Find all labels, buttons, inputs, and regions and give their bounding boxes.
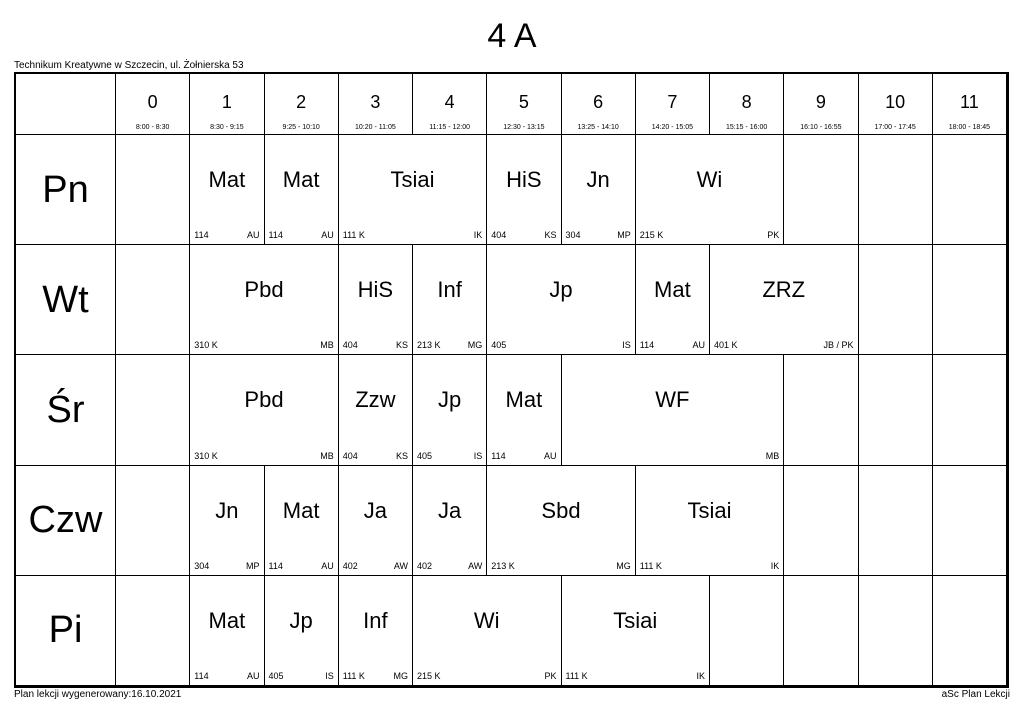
lesson-subject: Jp bbox=[289, 607, 313, 633]
day-header bbox=[16, 135, 116, 245]
lesson-subject: Mat bbox=[282, 167, 320, 192]
period-header bbox=[636, 74, 710, 135]
day-header bbox=[16, 466, 116, 576]
empty-slot bbox=[933, 135, 1007, 245]
day-name: Pi bbox=[48, 609, 83, 652]
day-header bbox=[16, 355, 116, 465]
lesson-teacher: MG bbox=[467, 340, 483, 351]
period-header bbox=[487, 74, 561, 135]
lesson-room: 114 bbox=[639, 340, 655, 351]
page-title: 4 A bbox=[487, 17, 537, 55]
lesson-cell[interactable] bbox=[413, 355, 487, 465]
empty-slot bbox=[784, 466, 858, 576]
lesson-subject: Tsiai bbox=[390, 167, 435, 192]
lesson-subject: Ja bbox=[438, 497, 462, 523]
lesson-room: 310 K bbox=[194, 340, 218, 351]
empty-slot bbox=[933, 355, 1007, 465]
period-header bbox=[933, 74, 1007, 135]
lesson-subject: Pbd bbox=[244, 277, 284, 303]
lesson-room: 405 bbox=[268, 670, 284, 681]
lesson-subject: Jp bbox=[438, 387, 462, 413]
lesson-teacher: KS bbox=[544, 230, 557, 241]
lesson-teacher: AU bbox=[692, 340, 705, 351]
day-name: Pn bbox=[42, 168, 89, 211]
period-time: 14:20 - 15:05 bbox=[651, 124, 693, 131]
lesson-room: 213 K bbox=[417, 340, 441, 351]
period-time: 12:30 - 13:15 bbox=[503, 124, 545, 131]
lesson-teacher: MP bbox=[617, 230, 631, 241]
empty-slot bbox=[859, 576, 933, 686]
lesson-subject: HiS bbox=[357, 277, 394, 303]
lesson-room: 215 K bbox=[417, 670, 441, 681]
lesson-subject: ZRZ bbox=[762, 277, 806, 303]
lesson-cell[interactable] bbox=[339, 135, 488, 245]
lesson-room: 215 K bbox=[639, 230, 664, 241]
period-time: 8:30 - 9:15 bbox=[210, 124, 244, 131]
lesson-teacher: MG bbox=[616, 560, 631, 571]
period-time: 15:15 - 16:00 bbox=[725, 124, 768, 131]
empty-slot bbox=[116, 355, 190, 465]
period-number: 1 bbox=[221, 92, 232, 112]
lesson-teacher: JB / PK bbox=[823, 340, 854, 351]
lesson-subject: Jp bbox=[549, 277, 573, 303]
lesson-cell[interactable] bbox=[265, 466, 339, 576]
lesson-subject: Zzw bbox=[355, 387, 396, 413]
period-time: 17:00 - 17:45 bbox=[874, 124, 916, 131]
period-time: 8:00 - 8:30 bbox=[135, 124, 170, 131]
school-name: Technikum Kreatywne w Szczecin, ul. Żołnierska 53 bbox=[14, 60, 244, 71]
lesson-room: 111 K bbox=[639, 560, 662, 571]
lesson-subject: Sbd bbox=[541, 497, 581, 523]
lesson-subject: Mat bbox=[208, 607, 246, 633]
lesson-subject: Inf bbox=[363, 607, 388, 633]
lesson-room: 402 bbox=[342, 560, 358, 571]
lesson-teacher: IK bbox=[696, 670, 705, 681]
lesson-subject: Mat bbox=[282, 497, 320, 523]
lesson-subject: Tsiai bbox=[687, 497, 732, 523]
period-header bbox=[265, 74, 339, 135]
lesson-subject: Pbd bbox=[244, 387, 284, 413]
lesson-teacher: PK bbox=[544, 670, 557, 681]
lesson-room: 213 K bbox=[491, 560, 515, 571]
generated-date: Plan lekcji wygenerowany:16.10.2021 bbox=[14, 689, 182, 700]
lesson-cell[interactable] bbox=[190, 245, 339, 355]
empty-slot bbox=[859, 466, 933, 576]
lesson-teacher: KS bbox=[395, 340, 408, 351]
empty-slot bbox=[116, 466, 190, 576]
period-header bbox=[190, 74, 264, 135]
lesson-teacher: KS bbox=[395, 450, 408, 461]
period-number: 7 bbox=[667, 92, 678, 112]
lesson-room: 405 bbox=[491, 340, 507, 351]
empty-slot bbox=[933, 245, 1007, 355]
lesson-cell[interactable] bbox=[413, 576, 562, 686]
empty-slot bbox=[116, 135, 190, 245]
lesson-subject: Mat bbox=[505, 387, 543, 413]
day-name: Śr bbox=[46, 388, 85, 431]
lesson-room: 402 bbox=[417, 560, 433, 571]
period-number: 6 bbox=[593, 92, 604, 112]
lesson-cell[interactable] bbox=[339, 245, 413, 355]
period-time: 18:00 - 18:45 bbox=[948, 124, 990, 131]
lesson-room: 114 bbox=[194, 230, 209, 241]
lesson-cell[interactable] bbox=[190, 355, 339, 465]
lesson-teacher: AW bbox=[468, 560, 483, 571]
day-name: Czw bbox=[28, 499, 103, 542]
lesson-teacher: IK bbox=[473, 230, 483, 241]
lesson-room: 404 bbox=[342, 340, 358, 351]
empty-slot bbox=[859, 245, 933, 355]
empty-slot bbox=[859, 355, 933, 465]
lesson-subject: Ja bbox=[363, 497, 387, 523]
lesson-subject: Jn bbox=[215, 497, 239, 523]
period-header bbox=[413, 74, 487, 135]
empty-slot bbox=[116, 576, 190, 686]
empty-slot bbox=[933, 576, 1007, 686]
period-number: 5 bbox=[518, 92, 529, 112]
period-time: 13:25 - 14:10 bbox=[577, 124, 619, 131]
period-time: 10:20 - 11:05 bbox=[355, 124, 396, 131]
lesson-cell[interactable] bbox=[562, 576, 711, 686]
empty-slot bbox=[933, 466, 1007, 576]
lesson-room: 114 bbox=[268, 230, 283, 241]
lesson-room: 111 K bbox=[565, 670, 588, 681]
period-number: 9 bbox=[815, 92, 826, 112]
lesson-cell[interactable] bbox=[190, 466, 264, 576]
day-name: Wt bbox=[42, 278, 89, 321]
lesson-cell[interactable] bbox=[636, 245, 710, 355]
lesson-cell[interactable] bbox=[265, 576, 339, 686]
lesson-room: 404 bbox=[342, 450, 358, 461]
lesson-cell[interactable] bbox=[487, 466, 636, 576]
lesson-cell[interactable] bbox=[339, 576, 413, 686]
lesson-subject: Mat bbox=[654, 277, 691, 303]
corner-cell bbox=[16, 74, 116, 135]
lesson-cell[interactable] bbox=[562, 135, 636, 245]
lesson-room: 114 bbox=[268, 560, 283, 571]
period-header bbox=[784, 74, 858, 135]
empty-slot bbox=[859, 135, 933, 245]
lesson-cell[interactable] bbox=[339, 355, 413, 465]
period-number: 0 bbox=[147, 92, 158, 112]
lesson-teacher: IS bbox=[622, 340, 631, 351]
lesson-subject: Inf bbox=[437, 277, 462, 303]
empty-slot bbox=[784, 135, 858, 245]
period-header bbox=[339, 74, 413, 135]
lesson-cell[interactable] bbox=[636, 466, 785, 576]
day-header bbox=[16, 245, 116, 355]
period-header bbox=[710, 74, 784, 135]
lesson-room: 401 K bbox=[714, 340, 738, 351]
lesson-cell[interactable] bbox=[265, 135, 339, 245]
lesson-room: 304 bbox=[565, 230, 581, 241]
lesson-cell[interactable] bbox=[190, 576, 264, 686]
period-header bbox=[116, 74, 190, 135]
period-number: 4 bbox=[444, 92, 455, 112]
period-number: 10 bbox=[885, 92, 906, 112]
lesson-teacher: MP bbox=[246, 560, 260, 571]
lesson-cell[interactable] bbox=[487, 245, 636, 355]
lesson-room: 304 bbox=[194, 560, 210, 571]
lesson-subject: Jn bbox=[586, 167, 610, 192]
empty-slot bbox=[710, 576, 784, 686]
lesson-subject: Wi bbox=[696, 167, 723, 192]
lesson-teacher: PK bbox=[767, 230, 780, 241]
lesson-room: 404 bbox=[491, 230, 507, 241]
lesson-subject: Tsiai bbox=[613, 607, 658, 633]
period-number: 3 bbox=[370, 92, 381, 112]
lesson-teacher: AU bbox=[543, 450, 557, 461]
lesson-room: 111 K bbox=[342, 230, 365, 241]
lesson-room: 114 bbox=[194, 670, 209, 681]
period-number: 8 bbox=[741, 92, 752, 112]
lesson-teacher: MB bbox=[320, 340, 334, 351]
lesson-subject: HiS bbox=[506, 167, 542, 192]
lesson-cell[interactable] bbox=[190, 135, 264, 245]
lesson-room: 114 bbox=[491, 450, 506, 461]
period-time: 11:15 - 12:00 bbox=[429, 124, 470, 131]
app-credit: aSc Plan Lekcji bbox=[941, 689, 1010, 700]
empty-slot bbox=[784, 576, 858, 686]
lesson-cell[interactable] bbox=[339, 466, 413, 576]
timetable-grid bbox=[14, 72, 1009, 688]
period-header bbox=[859, 74, 933, 135]
lesson-subject: WF bbox=[655, 387, 690, 413]
lesson-subject: Wi bbox=[473, 607, 500, 633]
lesson-teacher: AU bbox=[321, 230, 334, 241]
lesson-teacher: AU bbox=[321, 560, 334, 571]
period-number: 11 bbox=[960, 92, 979, 112]
lesson-cell[interactable] bbox=[413, 466, 487, 576]
lesson-teacher: AU bbox=[246, 230, 260, 241]
lesson-room: 405 bbox=[417, 450, 433, 461]
lesson-cell[interactable] bbox=[562, 355, 785, 465]
lesson-cell[interactable] bbox=[710, 245, 859, 355]
lesson-teacher: MB bbox=[765, 450, 780, 461]
lesson-cell[interactable] bbox=[413, 245, 487, 355]
lesson-teacher: MB bbox=[320, 450, 334, 461]
lesson-teacher: MG bbox=[393, 670, 408, 681]
lesson-room: 111 K bbox=[342, 670, 365, 681]
lesson-subject: Mat bbox=[208, 167, 246, 192]
lesson-teacher: IS bbox=[325, 670, 334, 681]
lesson-teacher: AU bbox=[246, 670, 260, 681]
lesson-teacher: AW bbox=[393, 560, 408, 571]
period-header bbox=[562, 74, 636, 135]
lesson-cell[interactable] bbox=[487, 135, 561, 245]
empty-slot bbox=[784, 355, 858, 465]
lesson-room: 310 K bbox=[194, 450, 218, 461]
period-time: 9:25 - 10:10 bbox=[282, 124, 320, 131]
period-number: 2 bbox=[296, 92, 307, 112]
day-header bbox=[16, 576, 116, 686]
lesson-teacher: IK bbox=[770, 560, 780, 571]
period-time: 16:10 - 16:55 bbox=[800, 124, 842, 131]
lesson-teacher: IS bbox=[473, 450, 483, 461]
empty-slot bbox=[116, 245, 190, 355]
lesson-cell[interactable] bbox=[636, 135, 785, 245]
lesson-cell[interactable] bbox=[487, 355, 561, 465]
